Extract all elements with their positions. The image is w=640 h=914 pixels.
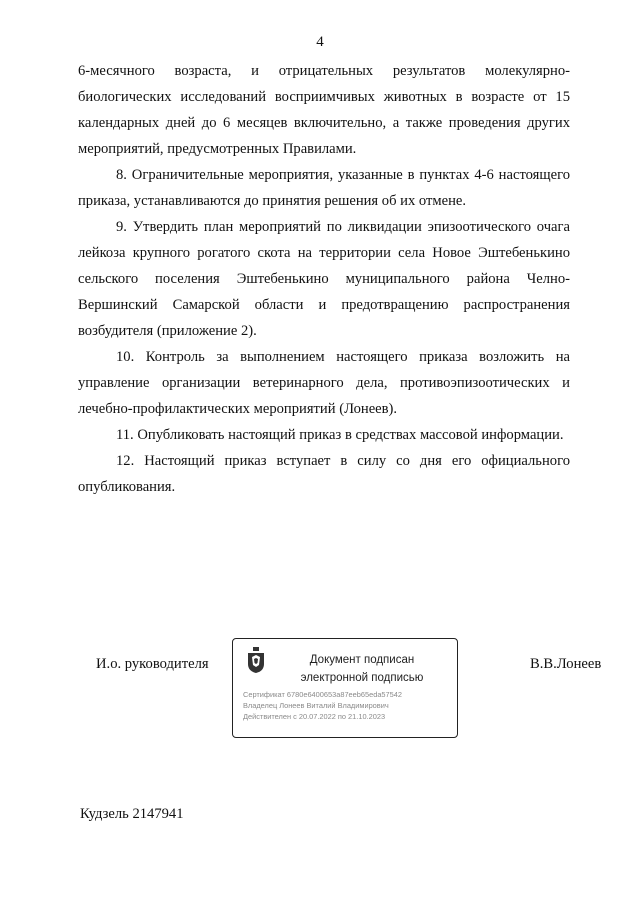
- executor-code: Кудзель 2147941: [80, 806, 184, 822]
- electronic-signature-stamp: [232, 638, 458, 738]
- coat-of-arms-icon: [247, 647, 265, 673]
- stamp-title: [273, 651, 451, 687]
- paragraph-item-11: 11. Опубликовать настоящий приказ в средствах массовой информации.: [116, 427, 564, 443]
- stamp-validity: Действителен с 20.07.2022 по 21.10.2023: [243, 712, 386, 721]
- paragraph-item-10: 10. Контроль за выполнением настоящего приказа возложить на управление организации ветеринарного дела, противоэпизоотических и лечебно-профилактических мероприятий (Лонеев).: [78, 349, 570, 417]
- stamp-title-line-1: Документ подписан: [309, 654, 415, 666]
- stamp-details: [243, 689, 453, 722]
- paragraph-continuation: 6-месячного возраста, и отрицательных результатов молекулярно-биологических исследований восприимчивых животных в возрасте от 15 календарных дней до 6 месяцев включительно, а также проведения других мероприятий, предусмотренных Правилами.: [78, 63, 570, 157]
- document-body: [78, 58, 570, 500]
- stamp-title-line-2: электронной подписью: [300, 672, 424, 684]
- paragraph-item-8: 8. Ограничительные мероприятия, указанные в пунктах 4-6 настоящего приказа, устанавливаются до принятия решения об их отмене.: [78, 167, 570, 209]
- paragraph-item-12: 12. Настоящий приказ вступает в силу со дня его официального опубликования.: [78, 453, 570, 495]
- signatory-name: В.В.Лонеев: [530, 656, 602, 672]
- stamp-owner: Владелец Лонеев Виталий Владимирович: [243, 701, 389, 710]
- page-number: 4: [316, 34, 324, 50]
- stamp-certificate: Сертификат 6780e6400653a87eeb65eda57542: [243, 690, 402, 699]
- paragraph-item-9: 9. Утвердить план мероприятий по ликвидации эпизоотического очага лейкоза крупного рогатого скота на территории села Новое Эштебенькино сельского поселения Эштебенькино муниципального района Челно-Вершинский Самарской области и предотвращению распространения возбудителя (приложение 2).: [78, 219, 570, 339]
- signatory-position: И.о. руководителя: [96, 656, 209, 672]
